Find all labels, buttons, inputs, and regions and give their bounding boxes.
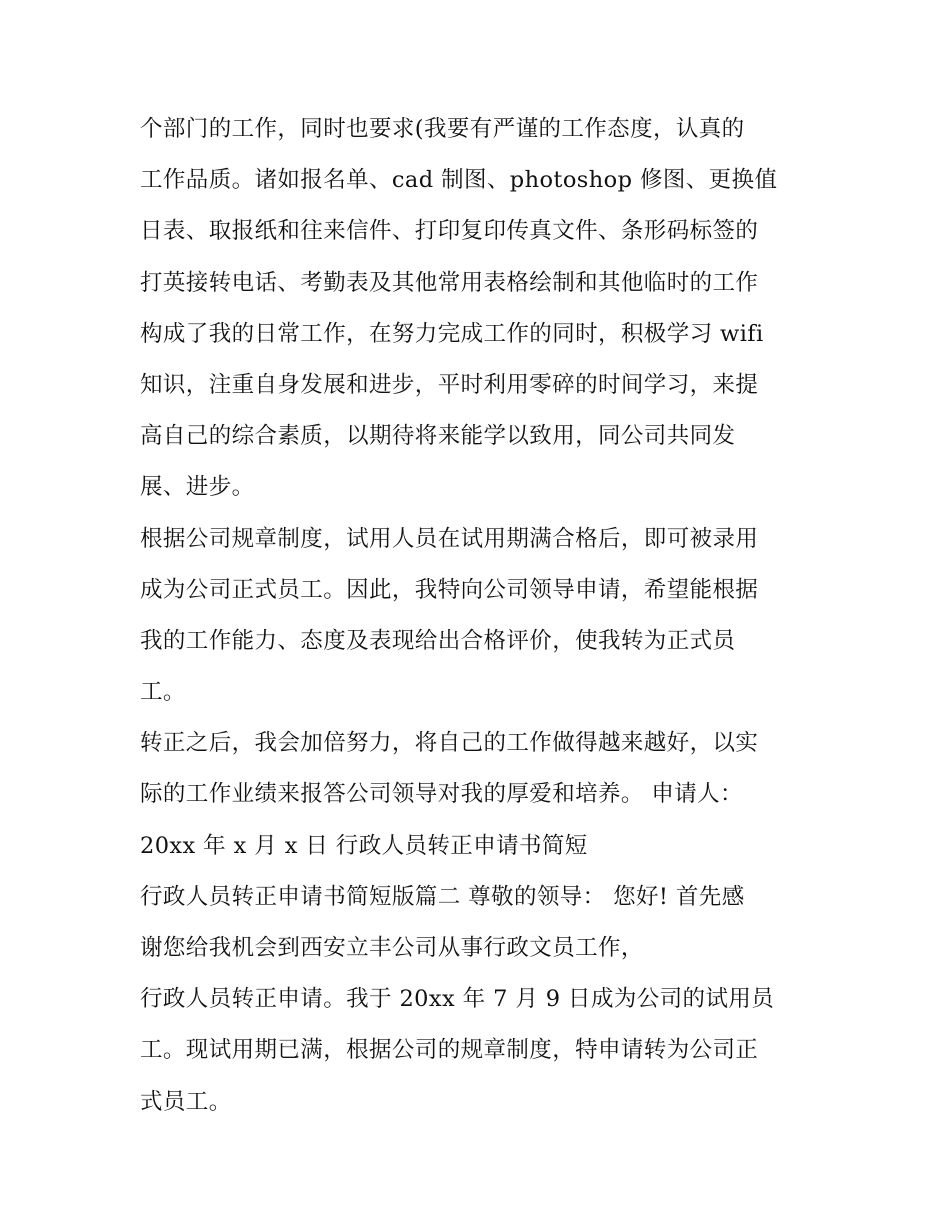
text-line: 工作品质。诸如报名单、cad 制图、photoshop 修图、更换值 [140, 167, 778, 194]
text-line: 打英接转电话、考勤表及其他常用表格绘制和其他临时的工作 [140, 269, 759, 296]
text-line: 根据公司规章制度，试用人员在试用期满合格后，即可被录用 [140, 525, 759, 552]
text-line: 展、进步。 [140, 474, 255, 501]
text-line: 际的工作业绩来报答公司领导对我的厚爱和培养。 申请人： [140, 781, 743, 808]
document-body [140, 104, 820, 1128]
text-line: 式员工。 [140, 1088, 232, 1115]
text-line: 转正之后，我会加倍努力，将自己的工作做得越来越好，以实 [140, 730, 759, 757]
text-line: 工。 [140, 679, 186, 706]
text-line: 高自己的综合素质，以期待将来能学以致用，同公司共同发 [140, 423, 736, 450]
text-line: 知识，注重自身发展和进步，平时利用零碎的时间学习，来提 [140, 371, 759, 398]
text-line: 个部门的工作，同时也要求(我要有严谨的工作态度，认真的 [140, 116, 745, 142]
text-line: 行政人员转正申请。我于 20xx 年 7 月 9 日成为公司的试用员 [140, 986, 775, 1013]
text-line: 我的工作能力、态度及表现给出合格评价，使我转为正式员 [140, 627, 736, 654]
text-line: 成为公司正式员工。因此，我特向公司领导申请，希望能根据 [140, 576, 759, 603]
text-line: 行政人员转正申请书简短版篇二 尊敬的领导： 您好! 首先感 [140, 883, 745, 910]
text-line: 20xx 年 x 月 x 日 行政人员转正申请书简短 [140, 832, 588, 859]
text-line: 谢您给我机会到西安立丰公司从事行政文员工作， [140, 935, 644, 961]
text-line: 工。现试用期已满，根据公司的规章制度，特申请转为公司正 [140, 1037, 759, 1064]
text-line: 日表、取报纸和往来信件、打印复印传真文件、条形码标签的 [140, 218, 759, 245]
text-line: 构成了我的日常工作，在努力完成工作的同时，积极学习 wifi [140, 320, 764, 347]
